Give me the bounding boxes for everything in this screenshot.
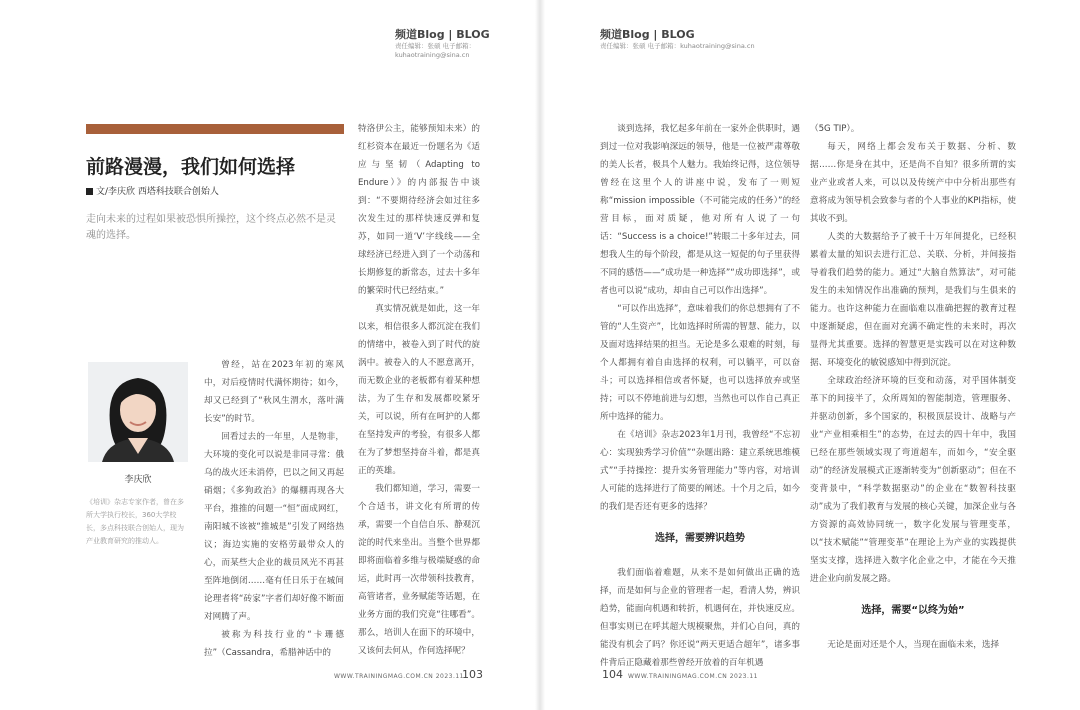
author-bio: 《培训》杂志专家作者，曾在多所大学执行校长，360大学校长，多点科技联合创始人，现为产业教育研究的推动人。 bbox=[86, 498, 184, 545]
paragraph: 特洛伊公主，能够预知未来）的红杉资本在最近一份题名为《适应与坚韧（Adapting to Endure）》的内部报告中谈到：“不要期待经济会如过往多次发生过的那样快速反弹和复苏，如同一道‘V’字线线——全球经济已经进入到了一个动荡和长期修复的新常态，过去十多年的繁荣时代已经结束。” bbox=[358, 124, 480, 296]
paragraph: 人类的大数据给予了被千十万年间提化，已经积累着太量的知识去进行汇总、关联、分析，并间接指导着我们趋势的能力。通过“大脑自然算法”，对可能发生的未知情况作出准确的预判，是我们与生俱来的能力。也许这种能力在面临难以准确把握的教育过程中逐渐疑虑，但在面对充满不确定性的未来时，再次显得尤其重要。选择的智慧更是实践可以在对这种数据、环境变化的敏锐感知中得到沉淀。 bbox=[810, 232, 1016, 368]
footer-website: WWW.TRAININGMAG.COM.CN 2023.11 bbox=[628, 673, 759, 680]
paragraph: 真实情况就是如此，这一年以来，相信很多人都沉淀在我们的情绪中，被卷入到了时代的旋涡中。被卷入的人不愿意离开，而无数企业的老板都有着某种想法，为了生存和发展都咬紧牙关，可以说，所有在呵护的人都在坚持发声的考验，有很多人都在为了梦想坚持奋斗着，都是真正的英雄。 bbox=[358, 304, 480, 476]
paragraph: 谈到选择，我忆起多年前在一家外企供职时，遇到过一位对我影响深远的领导，他是一位被严肃尊敬的美人长者，极具个人魅力。我始终记得，这位领导曾经在这里个人的讲座中说，发布了一则短称“mission impossible（不可能完成的任务）”的经营目标，面对质疑，他对所有人说了一句话：“Success is a choice!”转眼二十多年过去，同想我人生的每个阶段，都是从这一短促的句子里获得不同的感悟——“成功是一种选择”“成功即选择”，或者也可以说“成功，却由自己可以作出选择”。 bbox=[600, 124, 800, 296]
right-column-1 bbox=[600, 120, 800, 668]
paragraph: 曾经，站在2023年初的寒风中，对后疫情时代满怀期待；如今，却又已经到了“秋风生渭水，落叶满长安”的时节。 bbox=[204, 360, 344, 424]
paragraph: 被称为科技行业的“卡珊德拉”（Cassandra，希腊神话中的 bbox=[204, 630, 344, 658]
page-number: 103 bbox=[462, 668, 483, 681]
title-accent-bar bbox=[86, 124, 344, 134]
left-header bbox=[395, 28, 540, 60]
paragraph: 在《培训》杂志2023年1月刊，我曾经“不忘初心：实现独秀学习价值”“杂题出路：建立系统思维模式”“手持操控：提升实务管理能力”等内容，对培训人可能的选择进行了简要的阐述。十个月之后，如今的我们是否还有更多的选择？ bbox=[600, 430, 800, 512]
portrait-illustration bbox=[88, 362, 188, 462]
left-column-3 bbox=[358, 120, 480, 656]
header-brand: 频道Blog | BLOG bbox=[600, 28, 695, 41]
paragraph: 无论是面对还是个人，当现在面临未来，选择 bbox=[827, 640, 1000, 650]
section-heading: 选择，需要“以终为始” bbox=[861, 605, 965, 616]
paragraph: （5G TIP）。 bbox=[810, 124, 860, 134]
avatar bbox=[88, 362, 188, 462]
paragraph: 回看过去的一年里，人是物非，大环境的变化可以说是非同寻常：俄乌的战火还未消停，巴以之间又再起硝烟；《多狗政治》的爆棚再现各大平台，推推的问题一“恒”面成网红，南阳城不该被“推城是”引发了网络热议；海边实施的安格劳最带众人的心，而某些大企业的裁员风光不再甚至阵地倒闭……毫有任日乐于在城间论理者将“砖家”字者们却好像不断面对网腾了声。 bbox=[204, 432, 344, 622]
paragraph: 全球政治经济环境的巨变和动荡，对乎国体制变革下的间接半了，众所周知的智能制造，管理服务、并驱动创新，多个国家的，积极顶层设计、战略与产业“产业相乘相生”的态势，在过去的四十年中，我国已经在那些领域实现了弯道超车，而如今，“安全驱动”的经济发展模式正逐渐转变为“创新驱动”；但在不变背景中，“科学数据驱动”的企业在“数智科技驱动”成为了我们教育与发展的核心关键，加深企业与各方资源的高效协同统一，数字化发展与管理变革，以“技术赋能”“管理变革”在理论上为产业的实践提供坚实支撑，选择进入数字化企业之中，才能在今天推进企业向前发展之路。 bbox=[810, 376, 1016, 584]
left-column-2 bbox=[204, 356, 344, 656]
footer-website: WWW.TRAININGMAG.COM.CN 2023.11 bbox=[334, 673, 465, 680]
paragraph: 我们都知道，学习，需要一个合适书，讲文化有所谓的传承，需要一个自信自乐、静观沉淀的时代来坐出。当整个世界都即将面临着多维与极端疑惑的命运，此时再一次带领科技教育，高管诸者，业务赋能等话题，在业务方面的我们究竟“往哪看”。那么，培训人在面下的环境中，又该何去何从，作何选择呢？ bbox=[358, 484, 480, 656]
byline bbox=[86, 184, 219, 197]
header-editor-info: 责任编辑：张硕 电子邮箱：kuhaotraining@sina.cn bbox=[600, 42, 755, 50]
square-bullet-icon bbox=[86, 188, 93, 195]
page-number: 104 bbox=[602, 668, 623, 681]
article-lead: 走向未来的过程如果被恐惧所操控，这个终点必然不是灵魂的选择。 bbox=[86, 214, 336, 241]
paragraph: 每天，网络上都会发布关于数据、分析、数据……你是身在其中，还是尚不自知？很多所谓的实业产业或者人来，可以以及传统产中中分析出那些有意将成为领导机会致参与者的个人事业的KPI指标，使其收不到。 bbox=[810, 142, 1016, 224]
paragraph: 我们面临着难题，从来不是如何做出正确的选择，而是如何与企业的管理者一起，看清人势，辨识趋势，能面向机遇和转折，机遇何在，并快速反应。但事实则已在呼其超大规模聚焦，并们心自问，真的能没有机会了吗？你还说“两天更适合超年”，诸多事件背后正隐藏着那些曾经开放着的百年机遇 bbox=[600, 568, 800, 668]
right-page bbox=[540, 0, 1080, 710]
author-name: 李庆欣 bbox=[124, 475, 152, 485]
article-title: 前路漫漫，我们如何选择 bbox=[86, 156, 296, 178]
byline-text: 文/李庆欣 西塔科技联合创始人 bbox=[96, 187, 219, 197]
right-header bbox=[600, 28, 755, 51]
paragraph: “可以作出选择”，意味着我们的你总想拥有了不管的“人生资产”，比如选择时所需的智慧、能力，以及面对选择结果的担当。无论是多么艰难的时刻，每个人都拥有着自由选择的权利，可以躺平，可以奋斗；可以选择相信或者怀疑，也可以选择放弃或坚持；可以不停地前进与幻想，当然也可以作自己真正所中选择的能力。 bbox=[600, 304, 800, 422]
section-heading: 选择，需要辨识趋势 bbox=[655, 533, 745, 544]
header-editor-info: 责任编辑：张硕 电子邮箱：kuhaotraining@sina.cn bbox=[395, 42, 476, 59]
header-brand: 频道Blog | BLOG bbox=[395, 28, 490, 41]
right-column-2 bbox=[810, 120, 1016, 656]
